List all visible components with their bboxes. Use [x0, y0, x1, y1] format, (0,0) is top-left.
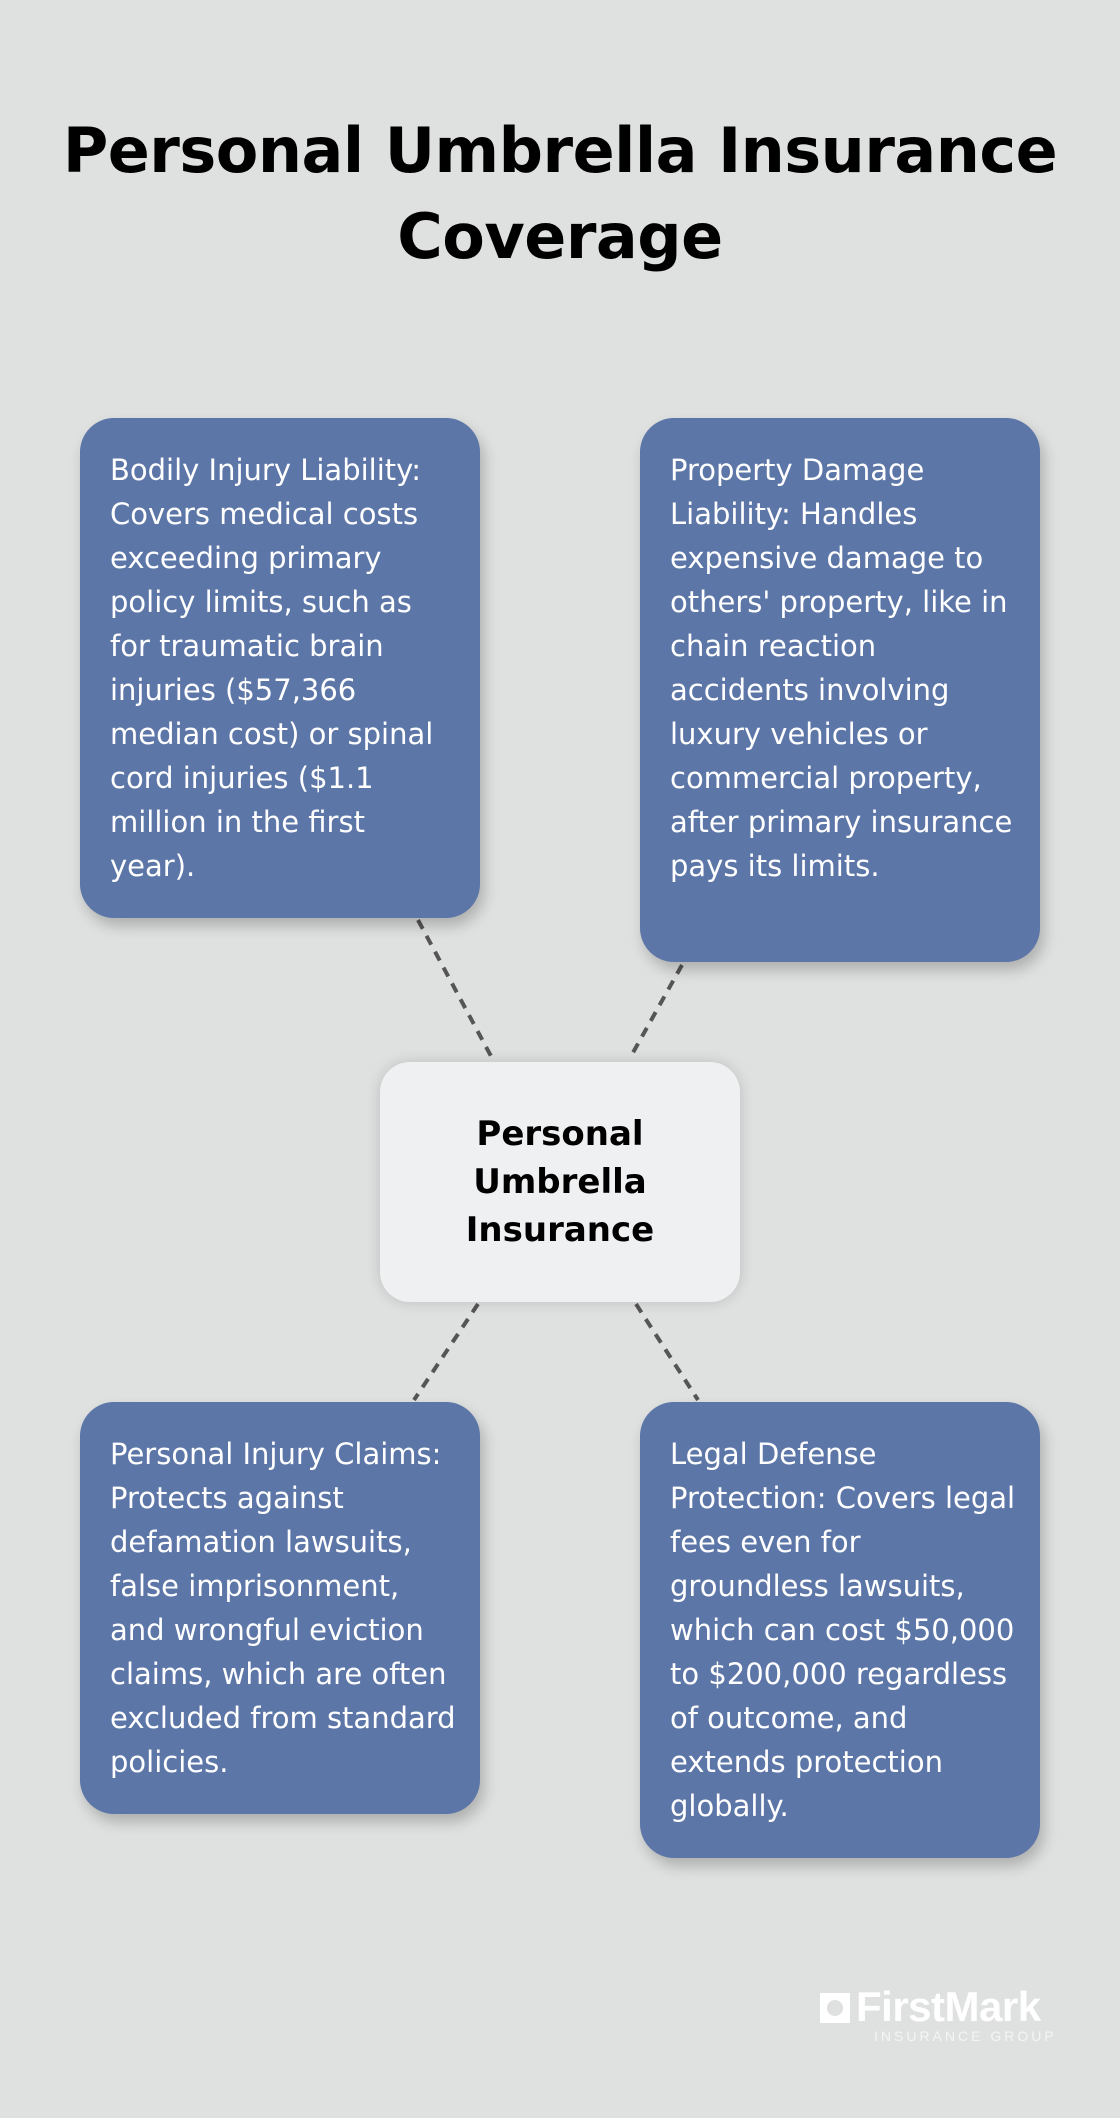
node-text: Personal Injury Claims: Protects against defamation lawsuits, false imprisonment, and wrongful eviction claims, which are often excluded from standard policies. — [110, 1437, 456, 1779]
logo-subtitle: INSURANCE GROUP — [874, 2028, 1057, 2044]
center-node — [380, 1062, 740, 1302]
connector-top-right — [630, 965, 682, 1058]
page-title: Personal Umbrella Insurance Coverage — [62, 114, 1058, 273]
node-property-damage-liability — [640, 418, 1040, 962]
node-legal-defense-protection — [640, 1402, 1040, 1858]
connector-bottom-right — [636, 1304, 698, 1400]
node-bodily-injury-liability — [80, 418, 480, 918]
connector-top-left — [418, 920, 492, 1058]
center-node-label: Personal Umbrella Insurance — [465, 1114, 655, 1250]
square-circle-logo-icon — [820, 1993, 850, 2023]
node-text: Property Damage Liability: Handles expensive damage to others' property, like in chain reaction accidents involving luxury vehicles or commercial property, after primary insurance pays its limits. — [670, 453, 1013, 883]
node-text: Legal Defense Protection: Covers legal fees even for groundless lawsuits, which can cost $50,000 to $200,000 regardless of outcome, and extends protection globally. — [670, 1437, 1016, 1823]
node-personal-injury-claims — [80, 1402, 480, 1814]
logo-name: FirstMark — [856, 1983, 1041, 2030]
firstmark-logo — [820, 1983, 1060, 2050]
node-text: Bodily Injury Liability: Covers medical costs exceeding primary policy limits, such as for traumatic brain injuries ($57,366 median cost) or spinal cord injuries ($1.1 million in the first year). — [110, 453, 434, 883]
connector-bottom-left — [414, 1304, 478, 1400]
